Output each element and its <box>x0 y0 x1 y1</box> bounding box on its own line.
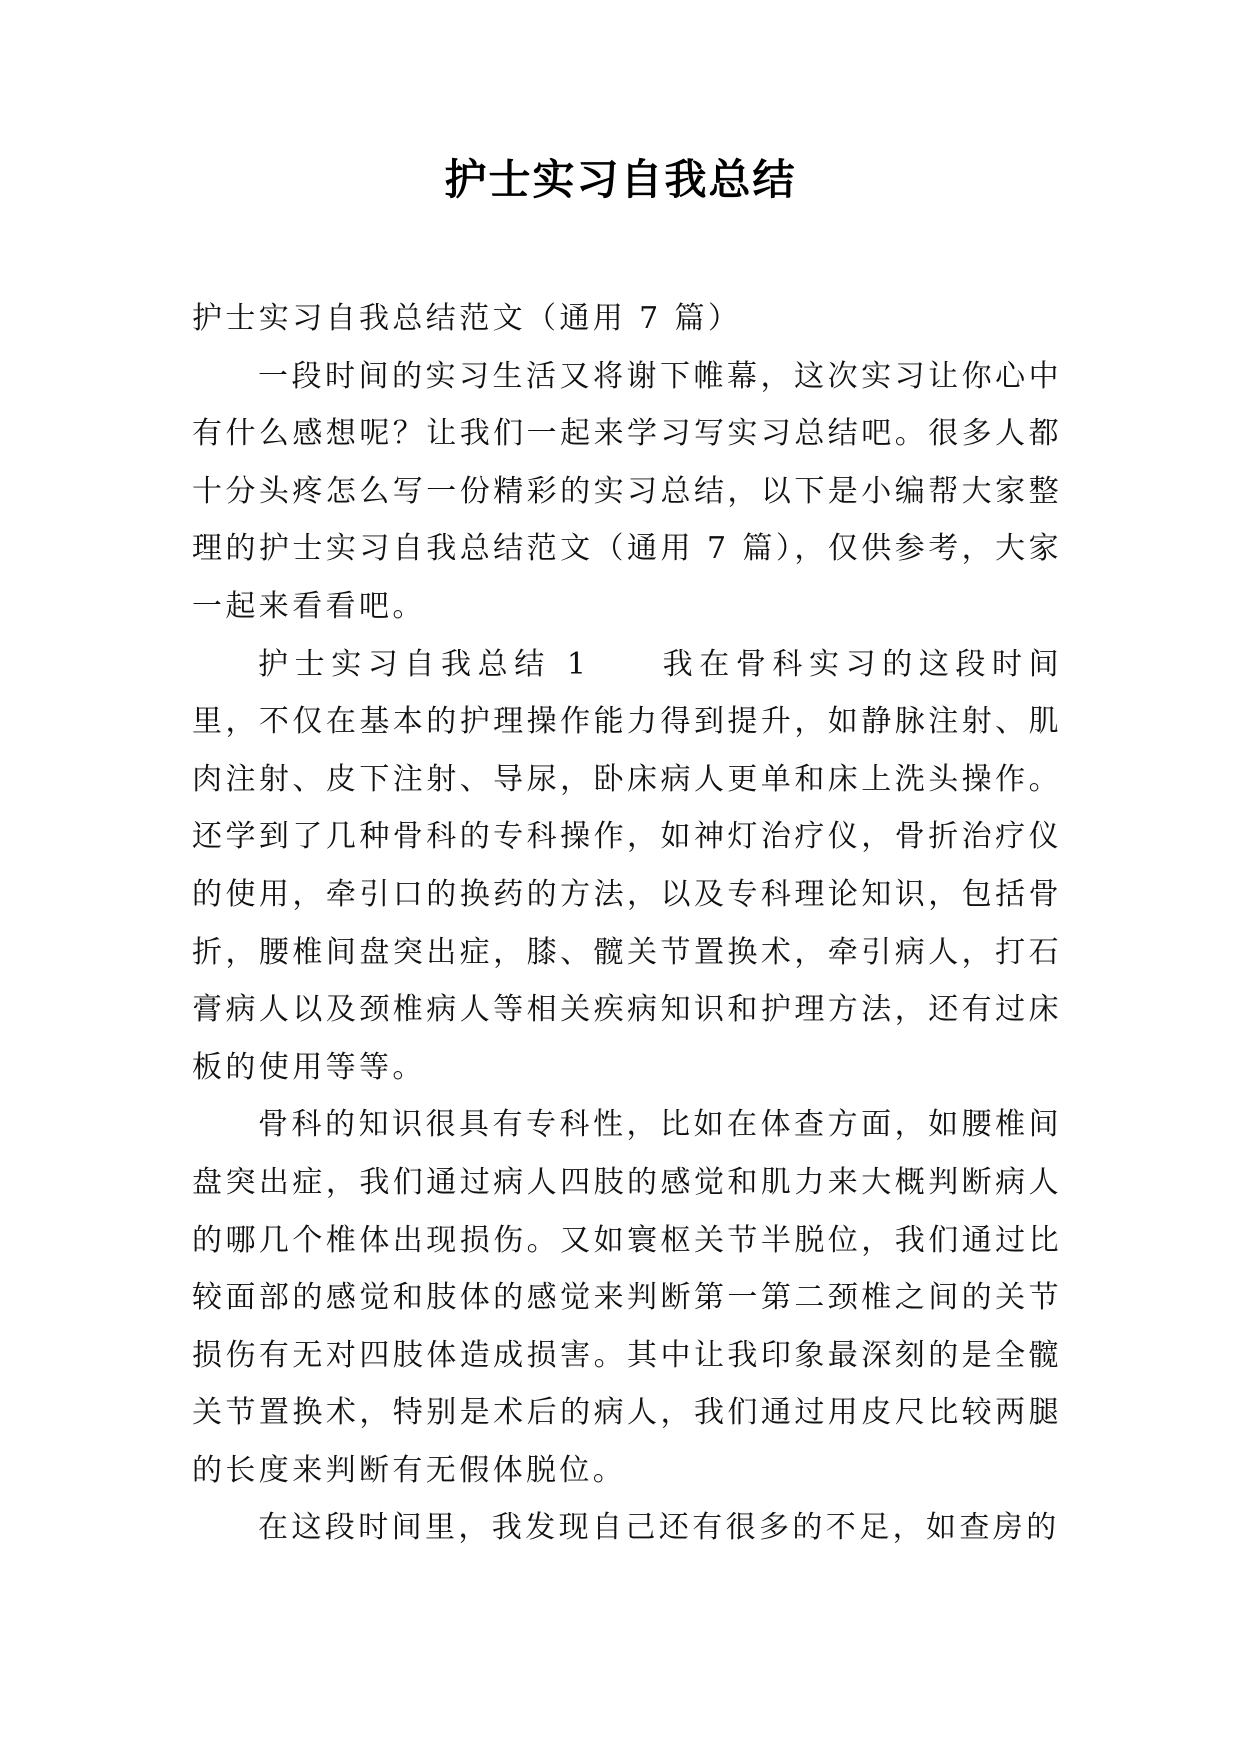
document-title: 护士实习自我总结 <box>444 155 797 204</box>
section-1-first-paragraph <box>192 636 1062 1097</box>
section-1-paragraph-3: 在这段时间里，我发现自己还有很多的不足，如查房的 <box>258 1510 1060 1546</box>
section-1-heading: 护士实习自我总结 1 <box>258 646 590 682</box>
intro-paragraph: 一段时间的实习生活又将谢下帷幕，这次实习让你心中有什么感想呢？让我们一起来学习写实习总结吧。很多人都十分头疼怎么写一份精彩的实习总结，以下是小编帮大家整理的护士实习自我总结范文（通用 7 篇），仅供参考，大家一起来看看吧。 <box>192 358 1062 624</box>
document-subtitle: 护士实习自我总结范文（通用 7 篇） <box>192 301 742 336</box>
section-1-paragraph-1-text: 我在骨科实习的这段时间里，不仅在基本的护理操作能力得到提升，如静脉注射、肌肉注射、皮下注射、导尿，卧床病人更单和床上洗头操作。还学到了几种骨科的专科操作，如神灯治疗仪，骨折治疗仪的使用，牵引口的换药的方法，以及专科理论知识，包括骨折，腰椎间盘突出症，膝、髋关节置换术，牵引病人，打石膏病人以及颈椎病人等相关疾病知识和护理方法，还有过床板的使用等等。 <box>192 646 1063 1085</box>
document-body <box>192 290 1062 1557</box>
section-1-paragraph-2: 骨科的知识很具有专科性，比如在体查方面，如腰椎间盘突出症，我们通过病人四肢的感觉和肌力来大概判断病人的哪几个椎体出现损伤。又如寰枢关节半脱位，我们通过比较面部的感觉和肢体的感觉来判断第一第二颈椎之间的关节损伤有无对四肢体造成损害。其中让我印象最深刻的是全髋关节置换术，特别是术后的病人，我们通过用皮尺比较两腿的长度来判断有无假体脱位。 <box>192 1107 1062 1488</box>
